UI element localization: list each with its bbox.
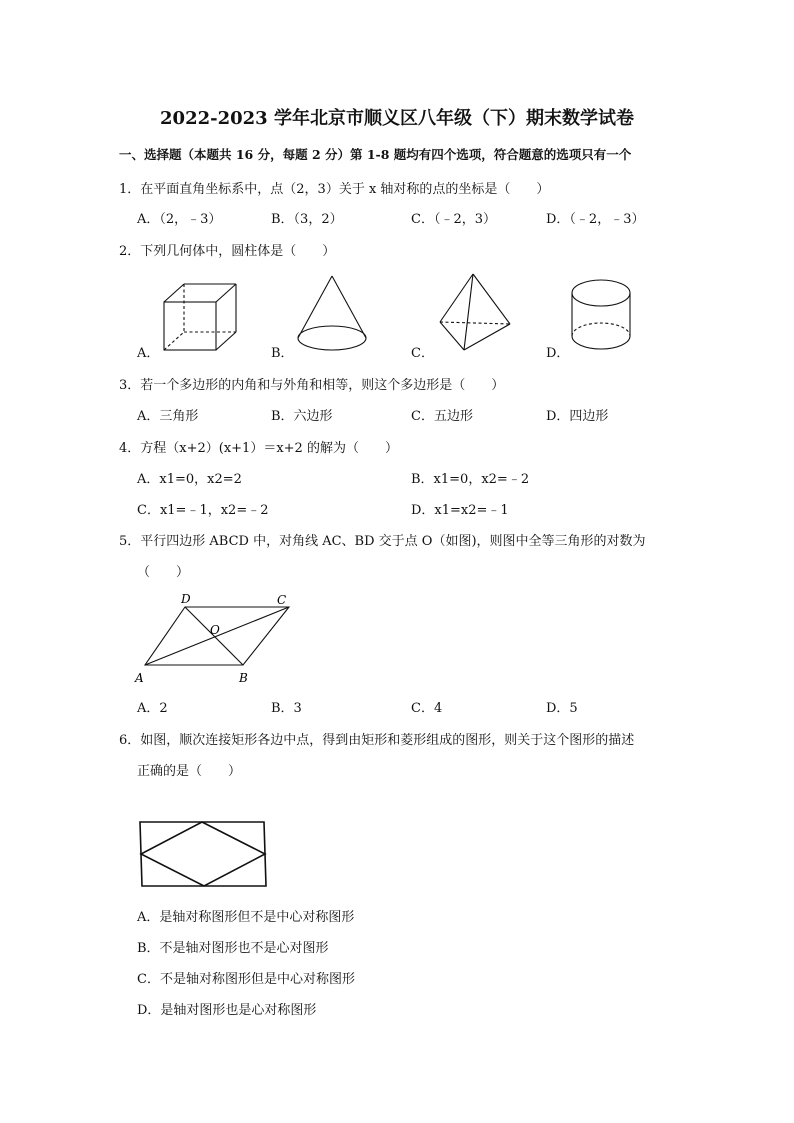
cube-figure	[160, 282, 240, 354]
q6-option-b[interactable]: B．不是轴对图形也不是心对图形	[137, 941, 329, 956]
q3-option-d[interactable]: D．四边形	[546, 409, 609, 424]
question-3-stem: 3．若一个多边形的内角和与外角和相等，则这个多边形是（ ）	[119, 378, 505, 393]
vertex-label-b: B	[239, 671, 248, 685]
question-4-stem: 4．方程（x+2）(x+1）＝x+2 的解为（ ）	[119, 441, 398, 456]
q5-option-c[interactable]: C．4	[411, 701, 443, 716]
page-title: 2022-2023 学年北京市顺义区八年级（下）期末数学试卷	[160, 108, 634, 129]
center-label-o: O	[210, 623, 220, 637]
vertex-label-a: A	[135, 671, 144, 685]
q1-option-b[interactable]: B．（3，2）	[271, 212, 343, 227]
rectangle-rhombus-figure	[138, 820, 270, 890]
q3-option-b[interactable]: B．六边形	[271, 409, 333, 424]
question-5-stem-line2: （ ）	[137, 565, 190, 580]
q3-option-c[interactable]: C．五边形	[411, 409, 473, 424]
q1-option-c[interactable]: C．（﹣2，3）	[411, 212, 496, 227]
q6-option-c[interactable]: C．不是轴对称图形但是中心对称图形	[137, 972, 355, 987]
pyramid-figure	[438, 272, 512, 354]
q2-option-d[interactable]: D．	[546, 346, 570, 361]
question-6-stem-line2: 正确的是（ ）	[137, 764, 242, 779]
vertex-label-c: C	[277, 593, 287, 607]
q1-option-d[interactable]: D．（﹣2，﹣3）	[546, 212, 645, 227]
question-6-stem-line1: 6．如图，顺次连接矩形各边中点，得到由矩形和菱形组成的图形，则关于这个图形的描述	[119, 733, 635, 748]
section-heading: 一、选择题（本题共 16 分，每题 2 分）第 1-8 题均有四个选项，符合题意的选项只有一个	[119, 147, 632, 162]
cone-figure	[295, 274, 369, 354]
q4-option-d[interactable]: D．x1=x2=﹣1	[411, 503, 509, 518]
q4-option-a[interactable]: A．x1=0，x2=2	[137, 472, 242, 487]
q5-option-d[interactable]: D．5	[546, 701, 578, 716]
q6-option-a[interactable]: A．是轴对称图形但不是中心对称图形	[137, 910, 355, 925]
question-2-stem: 2．下列几何体中，圆柱体是（ ）	[119, 244, 336, 259]
q4-option-c[interactable]: C．x1=﹣1，x2=﹣2	[137, 503, 269, 518]
parallelogram-figure	[135, 590, 300, 685]
q2-option-a[interactable]: A．	[137, 346, 160, 361]
vertex-label-d: D	[181, 592, 191, 606]
cylinder-figure	[570, 276, 632, 356]
question-5-stem-line1: 5．平行四边形 ABCD 中，对角线 AC、BD 交于点 O（如图)，则图中全等三角形的对数为	[119, 534, 646, 549]
q1-option-a[interactable]: A．（2，﹣3）	[137, 212, 222, 227]
q2-option-c[interactable]: C．	[411, 346, 434, 361]
q5-option-b[interactable]: B．3	[271, 701, 302, 716]
question-1-stem: 1．在平面直角坐标系中，点（2，3）关于 x 轴对称的点的坐标是（ ）	[119, 182, 550, 197]
q6-option-d[interactable]: D．是轴对图形也是心对称图形	[137, 1003, 317, 1018]
q4-option-b[interactable]: B．x1=0，x2=﹣2	[411, 472, 530, 487]
q3-option-a[interactable]: A．三角形	[137, 409, 199, 424]
q5-option-a[interactable]: A．2	[137, 701, 168, 716]
q2-option-b[interactable]: B．	[271, 346, 294, 361]
